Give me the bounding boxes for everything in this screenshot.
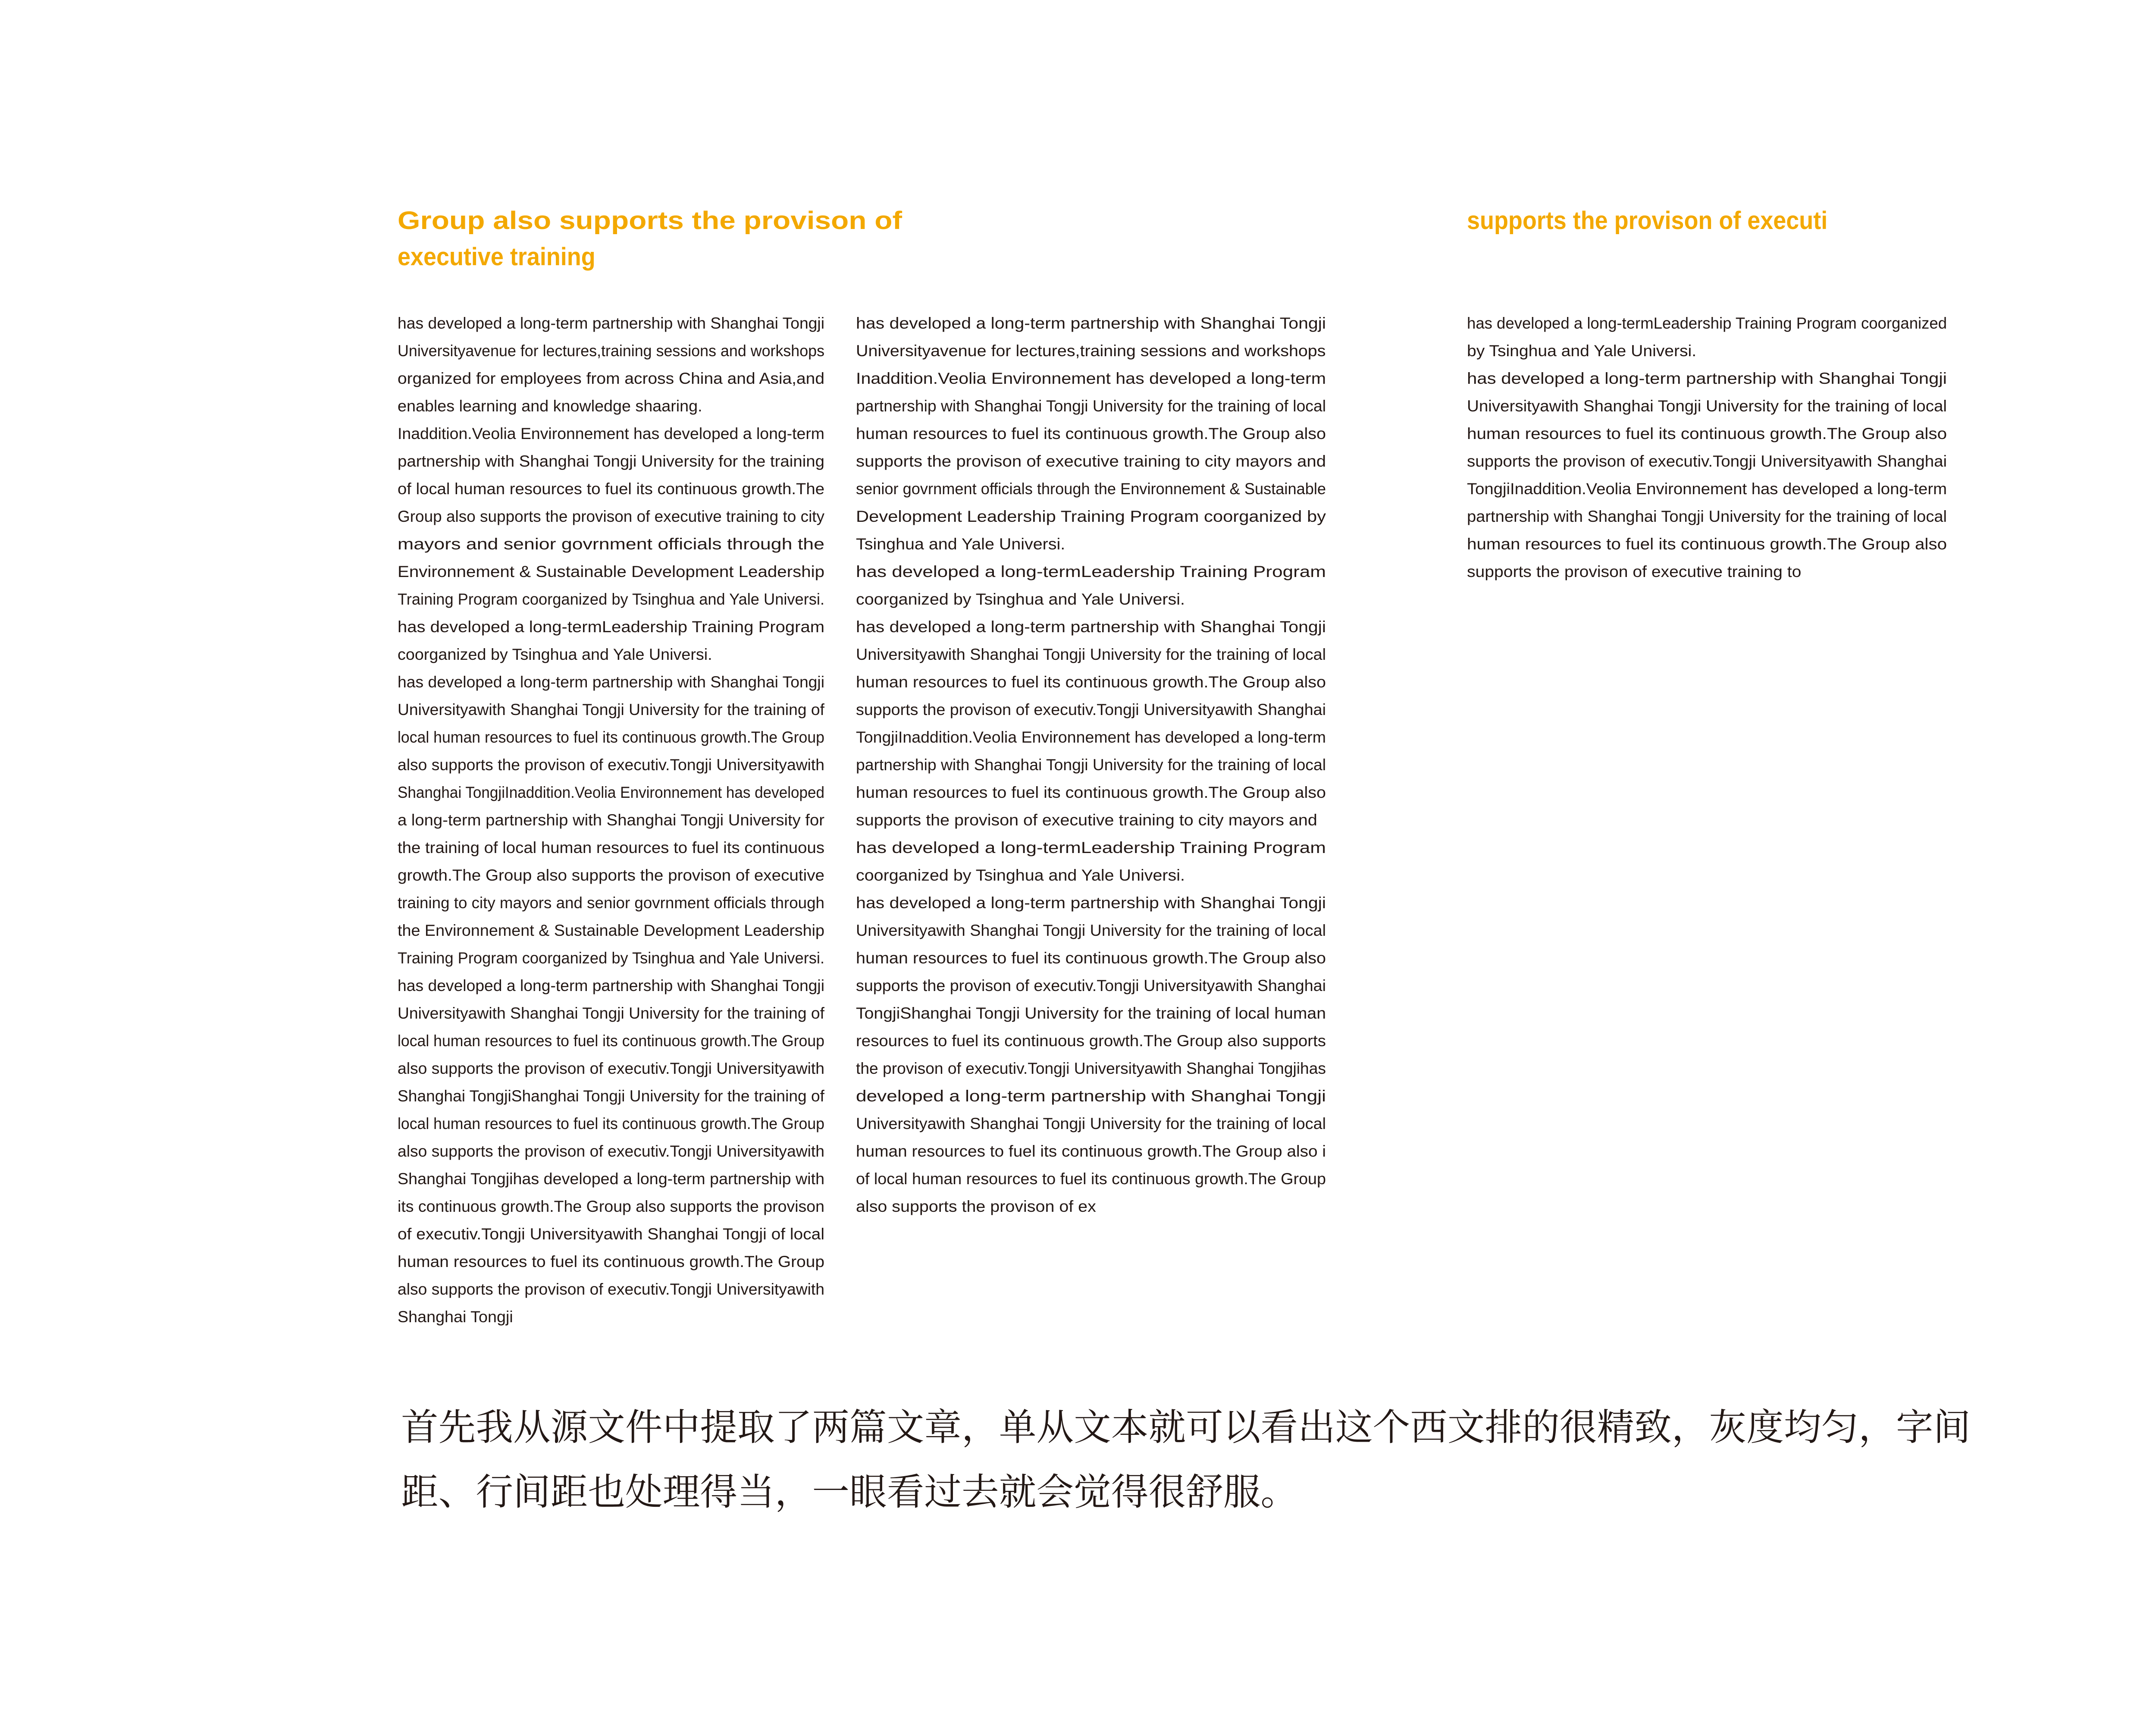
commentary-caption [401, 1395, 1971, 1524]
text-line: coorganized by Tsinghua and Yale Universi. [856, 866, 1185, 884]
text-line: has developed a long-term partnership with Shanghai Tongji [398, 673, 824, 691]
text-line: of executiv.Tongji Universityawith Shanghai Tongji of local [398, 1225, 824, 1243]
text-line: Shanghai Tongji [398, 1308, 513, 1326]
text-line: senior govrnment officials through the Environnement & Sustainable [856, 480, 1326, 498]
text-line: has developed a long-term partnership with Shanghai Tongji [856, 314, 1326, 332]
heading-line: executive training [398, 243, 595, 271]
text-line: training to city mayors and senior govrnment officials through [398, 894, 824, 912]
text-line: TongjiInaddition.Veolia Environnement has developed a long-term [1467, 480, 1947, 498]
text-line: developed a long-term partnership with Shanghai Tongji [856, 1087, 1326, 1105]
text-line: Universityavenue for lectures,training sessions and workshops [856, 342, 1326, 360]
text-line: Shanghai TongjiInaddition.Veolia Environnement has developed [398, 784, 825, 801]
text-line: has developed a long-term partnership with Shanghai Tongji [856, 618, 1326, 636]
text-line: TongjiShanghai Tongji University for the training of local human [856, 1004, 1326, 1022]
text-line: supports the provison of executive training to city mayors and [856, 811, 1317, 829]
text-line: partnership with Shanghai Tongji University for the training of local [1467, 508, 1947, 525]
text-line: Training Program coorganized by Tsinghua and Yale Universi. [398, 949, 825, 967]
text-line: has developed a long-term partnership with Shanghai Tongji [398, 977, 824, 994]
text-line: Inaddition.Veolia Environnement has developed a long-term [856, 370, 1326, 387]
left-article-column-1 [398, 310, 824, 1331]
text-line: partnership with Shanghai Tongji University for the training of local [856, 397, 1326, 415]
text-line: supports the provison of executiv.Tongji Universityawith Shanghai [856, 701, 1326, 718]
text-line: partnership with Shanghai Tongji University for the training [398, 452, 824, 470]
text-line: Group also supports the provison of executive training to city [398, 508, 825, 525]
text-line: Shanghai Tongjihas developed a long-term partnership with [398, 1170, 825, 1188]
caption-line: 首先我从源文件中提取了两篇文章，单从文本就可以看出这个西文排的很精致，灰度均匀，字间 [401, 1406, 1971, 1449]
text-line: has developed a long-termLeadership Training Program [856, 839, 1326, 856]
text-line: has developed a long-term partnership with Shanghai Tongji [856, 894, 1326, 912]
text-line: Universityawith Shanghai Tongji University for the training of [398, 701, 825, 718]
text-line: also supports the provison of ex [856, 1198, 1096, 1215]
text-line: Universityawith Shanghai Tongji University for the training of local [1467, 397, 1947, 415]
text-line: also supports the provison of executiv.Tongji Universityawith [398, 1142, 825, 1160]
right-article-heading [1467, 203, 1855, 239]
text-line: also supports the provison of executiv.Tongji Universityawith [398, 1060, 825, 1077]
text-line: of local human resources to fuel its continuous growth.The Group [856, 1170, 1326, 1188]
text-line: human resources to fuel its continuous growth.The Group also i [856, 1142, 1326, 1160]
text-line: Universityawith Shanghai Tongji University for the training of local [856, 1115, 1326, 1132]
text-line: human resources to fuel its continuous growth.The Group also [1467, 535, 1947, 553]
text-line: Universityawith Shanghai Tongji University for the training of local [856, 646, 1326, 663]
left-article-heading [398, 203, 902, 275]
text-line: Universityawith Shanghai Tongji University for the training of local [856, 922, 1326, 939]
right-article-column [1467, 310, 1947, 586]
text-line: mayors and senior govrnment officials through the [398, 535, 824, 553]
text-line: organized for employees from across China and Asia,and [398, 370, 825, 387]
text-line: of local human resources to fuel its continuous growth.The [398, 480, 825, 498]
text-line: supports the provison of executive training to city mayors and [856, 452, 1326, 470]
text-line: has developed a long-termLeadership Training Program [856, 563, 1326, 580]
text-line: its continuous growth.The Group also supports the provison [398, 1198, 825, 1215]
text-line: human resources to fuel its continuous growth.The Group also [856, 425, 1326, 442]
text-line: Training Program coorganized by Tsinghua and Yale Universi. [398, 590, 825, 608]
text-line: local human resources to fuel its continuous growth.The Group [398, 1032, 824, 1050]
text-line: has developed a long-termLeadership Training Program coorganized [1467, 314, 1947, 332]
text-line: Development Leadership Training Program coorganized by [856, 508, 1326, 525]
caption-line: 距、行间距也处理得当，一眼看过去就会觉得很舒服。 [401, 1471, 1298, 1514]
text-line: also supports the provison of executiv.Tongji Universityawith [398, 1280, 825, 1298]
text-line: coorganized by Tsinghua and Yale Universi. [398, 646, 712, 663]
text-line: Tsinghua and Yale Universi. [856, 535, 1065, 553]
text-line: coorganized by Tsinghua and Yale Universi. [856, 590, 1185, 608]
text-line: a long-term partnership with Shanghai Tongji University for [398, 811, 824, 829]
text-line: human resources to fuel its continuous growth.The Group [398, 1253, 824, 1270]
text-line: supports the provison of executiv.Tongji Universityawith Shanghai [1467, 452, 1947, 470]
text-line: by Tsinghua and Yale Universi. [1467, 342, 1697, 360]
text-line: human resources to fuel its continuous growth.The Group also [856, 949, 1326, 967]
text-line: partnership with Shanghai Tongji University for the training of local [856, 756, 1326, 774]
text-line: has developed a long-termLeadership Training Program [398, 618, 825, 636]
text-line: also supports the provison of executiv.Tongji Universityawith [398, 756, 825, 774]
text-line: the provison of executiv.Tongji Universityawith Shanghai Tongjihas [856, 1060, 1326, 1077]
text-line: the training of local human resources to fuel its continuous [398, 839, 825, 856]
text-line: resources to fuel its continuous growth.The Group also supports [856, 1032, 1326, 1050]
text-line: enables learning and knowledge shaaring. [398, 397, 702, 415]
left-article-column-2 [856, 310, 1326, 1220]
text-line: supports the provison of executive training to [1467, 563, 1802, 580]
text-line: Shanghai TongjiShanghai Tongji University for the training of [398, 1087, 824, 1105]
heading-line: Group also supports the provison of [398, 207, 902, 235]
text-line: TongjiInaddition.Veolia Environnement has developed a long-term [856, 728, 1326, 746]
text-line: supports the provison of executiv.Tongji Universityawith Shanghai [856, 977, 1326, 994]
text-line: local human resources to fuel its continuous growth.The Group [398, 1115, 824, 1132]
text-line: the Environnement & Sustainable Development Leadership [398, 922, 824, 939]
text-line: Universityavenue for lectures,training sessions and workshops [398, 342, 825, 360]
text-line: has developed a long-term partnership with Shanghai Tongji [1467, 370, 1947, 387]
text-line: human resources to fuel its continuous growth.The Group also [856, 784, 1326, 801]
text-line: Universityawith Shanghai Tongji University for the training of [398, 1004, 825, 1022]
text-line: human resources to fuel its continuous growth.The Group also [1467, 425, 1947, 442]
text-line: human resources to fuel its continuous growth.The Group also [856, 673, 1326, 691]
text-line: local human resources to fuel its continuous growth.The Group [398, 728, 824, 746]
text-line: Environnement & Sustainable Development Leadership [398, 563, 825, 580]
text-line: has developed a long-term partnership with Shanghai Tongji [398, 314, 824, 332]
text-line: growth.The Group also supports the provison of executive [398, 866, 825, 884]
heading-line: supports the provison of executi [1467, 207, 1828, 235]
text-line: Inaddition.Veolia Environnement has developed a long-term [398, 425, 824, 442]
